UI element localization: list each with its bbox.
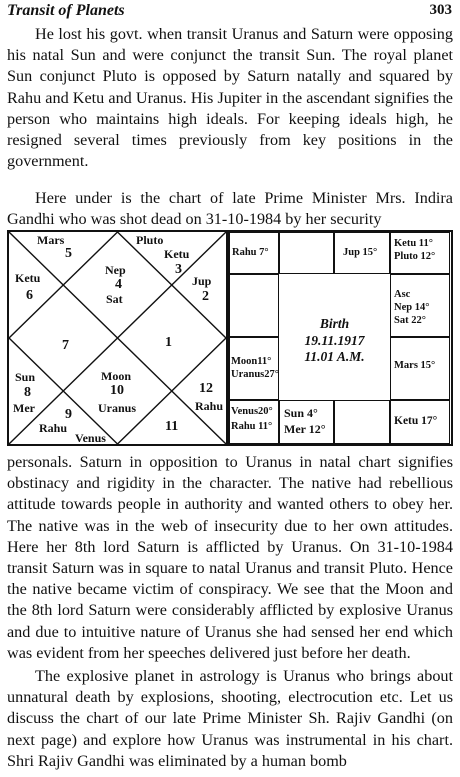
cell-nep: Nep 14° — [394, 302, 430, 313]
house-4-number: 4 — [115, 277, 122, 292]
birth-label: Birth — [319, 316, 350, 331]
cell-uranus: Uranus27° — [231, 369, 279, 380]
cell-top-2 — [279, 232, 334, 274]
cell-right-1 — [390, 274, 450, 337]
house-3-planet-pluto: Pluto — [136, 233, 164, 247]
cell-bottom-2 — [279, 400, 334, 444]
house-10-planet-uranus: Uranus — [98, 401, 137, 415]
cell-bottom-3 — [334, 400, 390, 444]
house-9-planet-rahu: Rahu — [39, 421, 68, 435]
cell-pluto: Pluto 12° — [394, 251, 436, 262]
north-indian-chart — [7, 230, 228, 446]
birth-time: 11.01 A.M. — [304, 349, 365, 364]
house-6-number: 6 — [26, 288, 33, 303]
house-8-planet-sun: Sun — [15, 370, 36, 384]
paragraph-1: He lost his govt. when transit Uranus and Saturn were opposing his natal Sun and were conjunct the transit Sun. The royal planet Sun conjunct Pluto is opposed by Saturn natally and squared by Rahu and Ketu and Uranus. His Jupiter in the ascendant signifies the person who maintains high ideals. For keeping ideals high, he resigned several times previously from key positions in the government. — [7, 25, 453, 171]
paragraph-4: The explosive planet in astrology is Uranus who brings about unnatural death by explosions, shooting, electrocution etc. Let us discuss the chart of our late Prime Minister Sh. Rajiv Gandhi (on next page) and explore how Uranus was instrumental in his chart. Shri Rajiv Gandhi was eliminated by a human bomb — [7, 667, 453, 770]
cell-top-1 — [229, 232, 279, 274]
house-9-number: 9 — [65, 407, 72, 422]
cell-ketu: Ketu 11° — [394, 238, 433, 249]
cell-rahu: Rahu 7° — [232, 247, 269, 258]
page-header — [7, 2, 452, 24]
cell-mer: Mer 12° — [284, 422, 326, 436]
house-10-planet-moon: Moon — [101, 369, 131, 383]
house-2-number: 2 — [202, 289, 209, 304]
house-3-planet-ketu: Ketu — [164, 247, 190, 261]
cell-left-2 — [229, 337, 279, 400]
cell-sun: Sun 4° — [284, 406, 318, 420]
paragraph-2: Here under is the chart of late Prime Minister Mrs. Indira Gandhi who was shot dead on 31-10-1984 by her security — [7, 189, 453, 229]
house-5-planet-mars: Mars — [37, 233, 65, 247]
cell-top-4 — [390, 232, 450, 274]
south-indian-chart — [228, 230, 453, 446]
cell-mars: Mars 15° — [394, 360, 436, 371]
cell-bottom-1 — [229, 400, 279, 444]
cell-bottom-4 — [390, 400, 450, 444]
chart-center — [279, 274, 390, 400]
cell-left-1 — [229, 274, 279, 337]
house-12-planet-rahu: Rahu — [195, 399, 224, 413]
house-8-planet-mer: Mer — [13, 401, 35, 415]
house-7-number: 7 — [62, 338, 69, 353]
house-11-number: 11 — [165, 419, 179, 434]
cell-top-3 — [334, 232, 390, 274]
house-12-number: 12 — [199, 381, 213, 396]
house-3-number: 3 — [175, 262, 182, 277]
house-6-planet-ketu: Ketu — [15, 271, 41, 285]
house-8-number: 8 — [24, 385, 31, 400]
house-11-planet-venus: Venus — [75, 431, 106, 445]
cell-right-2 — [390, 337, 450, 400]
birth-date: 19.11.1917 — [304, 333, 365, 348]
house-4-planet-sat: Sat — [106, 292, 123, 306]
house-10-number: 10 — [110, 383, 124, 398]
cell-venus: Venus20° — [231, 406, 273, 417]
house-1-number: 1 — [165, 335, 172, 350]
cell-ketu-2: Ketu 17° — [394, 415, 438, 427]
cell-rahu-2: Rahu 11° — [231, 421, 273, 432]
cell-jup: Jup 15° — [343, 247, 378, 258]
cell-asc: Asc — [394, 289, 411, 300]
house-4-planet-nep: Nep — [105, 263, 126, 277]
paragraph-3: personals. Saturn in opposition to Uranus in natal chart signifies obstinacy and rigidity in the character. The native had rebellious attitude towards people in authority and wanted others to obey her. The native was in the web of insecurity due to her own attitudes. Here her 8th lord Saturn is afflicted by Uranus. On 31-10-1984 transit Saturn was in square to natal Uranus and transit Pluto. Hence the native became victim of conspiracy. We see that the Moon and the 8th lord Saturn were considerably afflicted by explosive Uranus and due to intuitive nature of Uranus she had sensed her end which was evident from her speeches delivered just before her death. — [7, 453, 453, 662]
running-title: Transit of Planets — [7, 2, 125, 19]
house-2-planet-jup: Jup — [192, 274, 212, 288]
cell-moon: Moon11° — [231, 356, 272, 367]
cell-sat: Sat 22° — [394, 315, 426, 326]
house-5-number: 5 — [65, 246, 72, 261]
page-number: 303 — [429, 2, 452, 18]
